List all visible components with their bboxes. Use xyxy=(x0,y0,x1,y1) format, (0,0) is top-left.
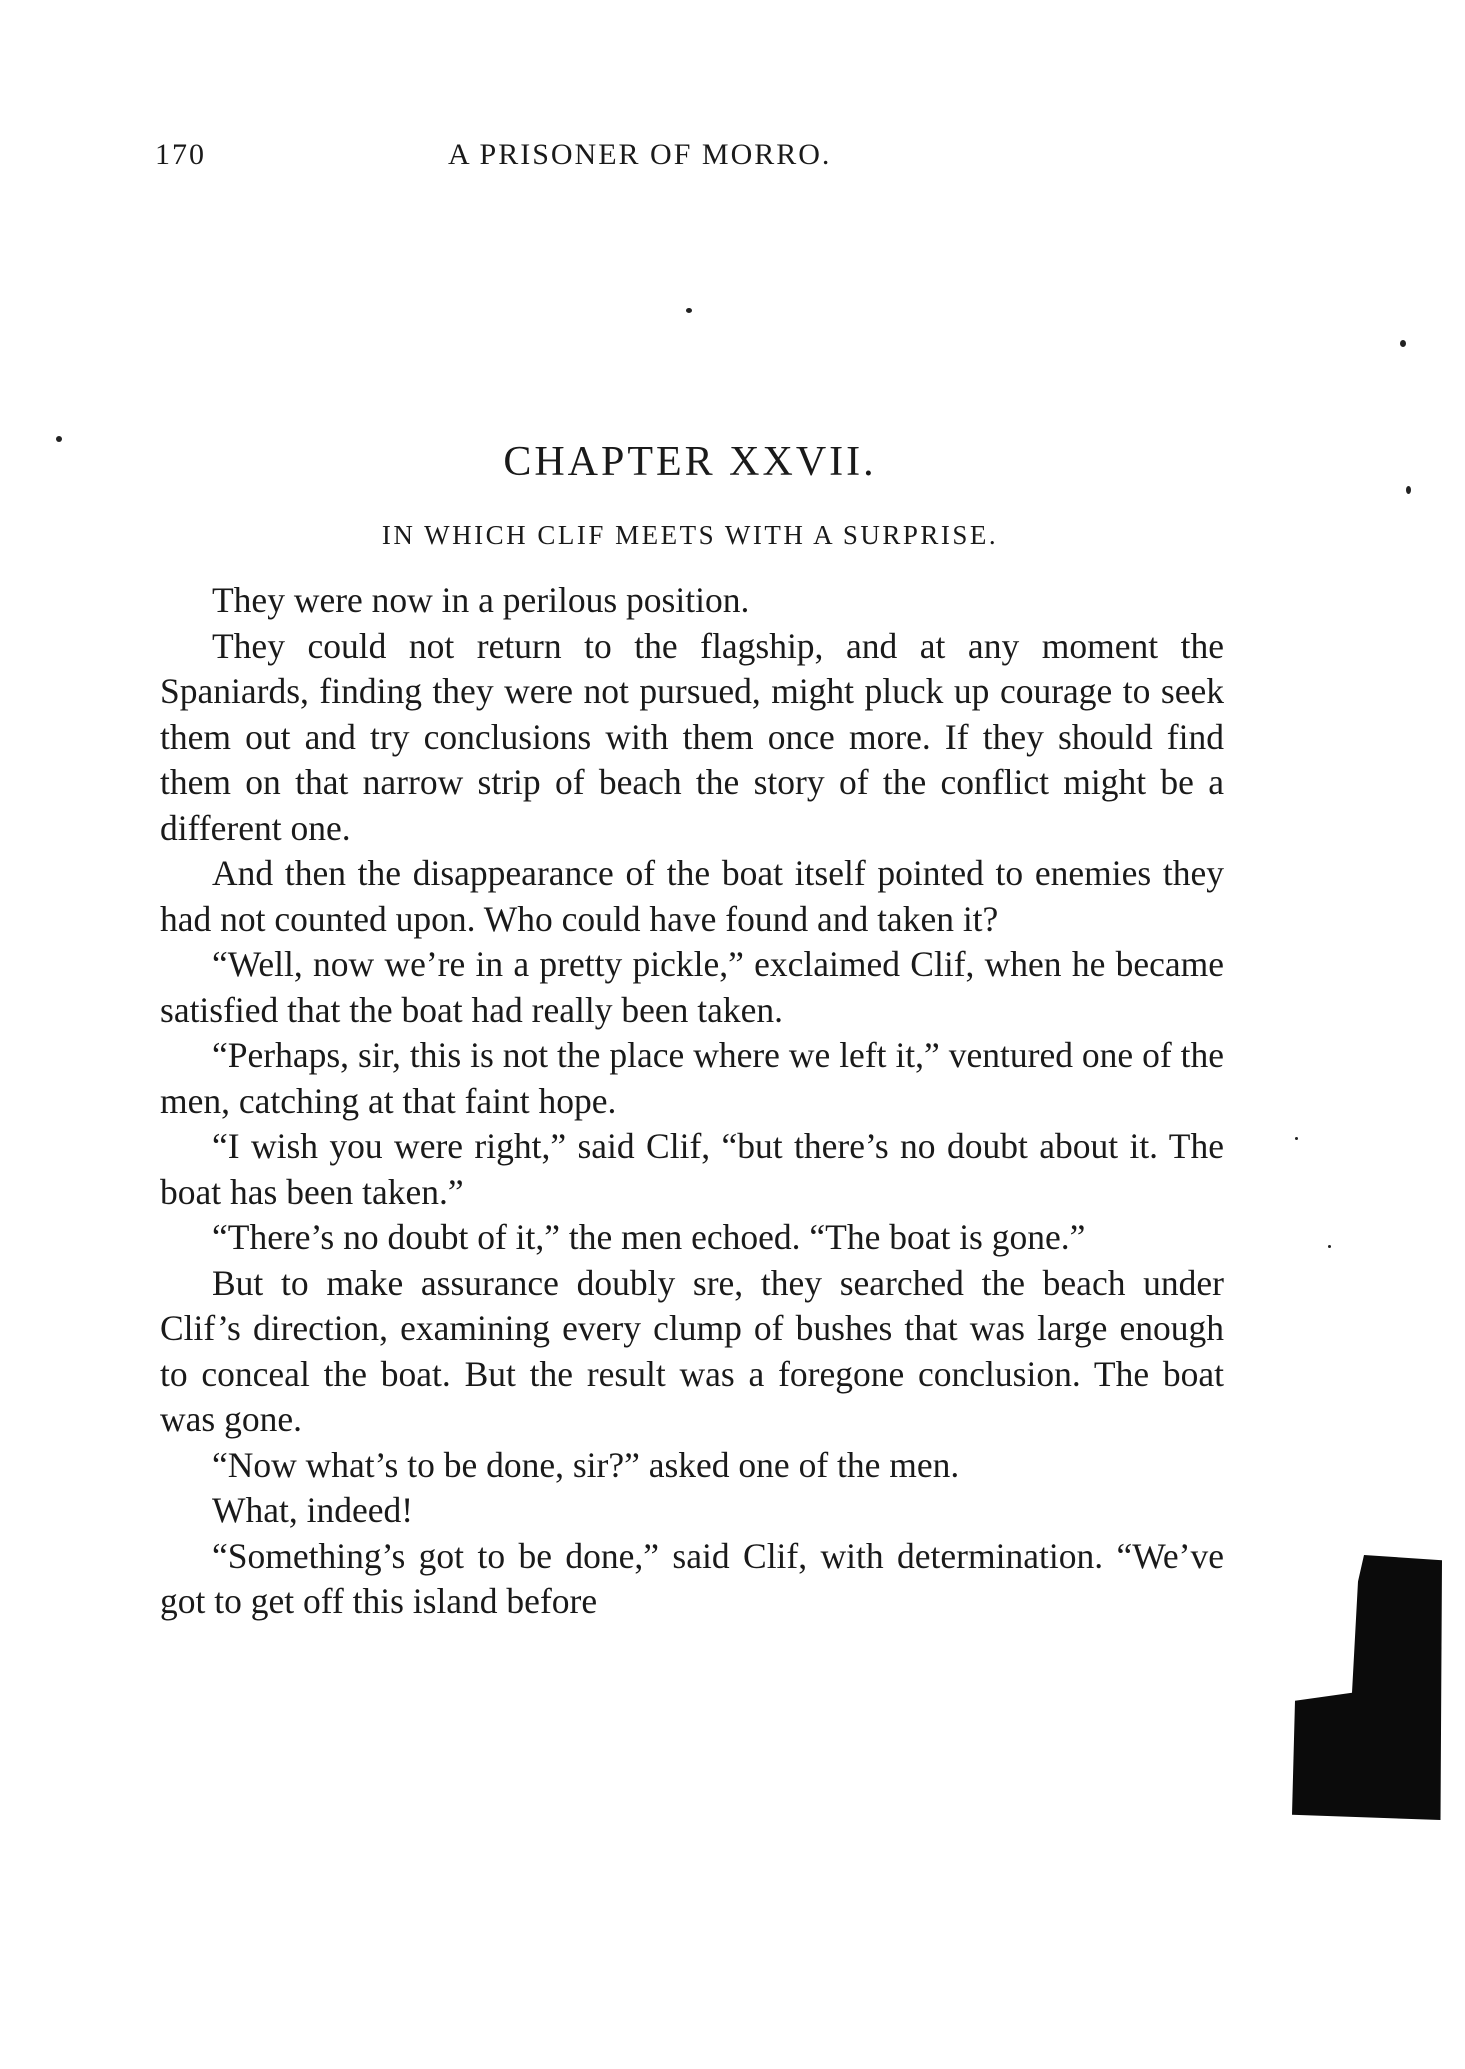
chapter-subtitle: IN WHICH CLIF MEETS WITH A SURPRISE. xyxy=(381,520,999,550)
paragraph: “Well, now we’re in a pretty pickle,” exclaimed Clif, when he became satisfied that the boat had really been taken. xyxy=(160,944,1224,1030)
paragraph: “There’s no doubt of it,” the men echoed. “The boat is gone.” xyxy=(212,1217,1086,1257)
ink-blot xyxy=(1292,1555,1442,1820)
running-title: A PRISONER OF MORRO. xyxy=(448,138,832,171)
ink-speck xyxy=(1328,1245,1331,1248)
paragraph: But to make assurance doubly sre, they searched the beach under Clif’s direction, examining every clump of bushes that was large enough to conceal the boat. But the result was a foregone conclusion. The boat was gone. xyxy=(160,1262,1224,1439)
paragraph: What, indeed! xyxy=(212,1490,414,1530)
paragraph: “Something’s got to be done,” said Clif, with determination. “We’ve got to get off this island before xyxy=(160,1535,1224,1621)
ink-speck xyxy=(56,436,62,442)
paragraph: “I wish you were right,” said Clif, “but there’s no doubt about it. The boat has been taken.” xyxy=(160,1126,1224,1212)
ink-speck xyxy=(1406,486,1411,494)
paragraph: And then the disappearance of the boat itself pointed to enemies they had not counted upon. Who could have found and taken it? xyxy=(160,853,1224,939)
paragraph: “Perhaps, sir, this is not the place where we left it,” ventured one of the men, catching at that faint hope. xyxy=(160,1035,1224,1121)
chapter-body xyxy=(160,578,1224,1625)
running-head xyxy=(155,138,1225,178)
page-number: 170 xyxy=(155,138,206,171)
paragraph: They could not return to the flagship, and at any moment the Spaniards, finding they were not pursued, might pluck up courage to seek them out and try conclusions with them once more. If they should find them on that narrow strip of beach the story of the conflict might be a different one. xyxy=(160,625,1224,848)
ink-speck xyxy=(686,308,692,313)
ink-speck xyxy=(1295,1137,1298,1140)
paragraph: They were now in a perilous position. xyxy=(212,580,750,620)
ink-speck xyxy=(1400,340,1406,347)
paragraph: “Now what’s to be done, sir?” asked one of the men. xyxy=(212,1444,960,1485)
chapter-title: CHAPTER XXVII. xyxy=(503,439,877,485)
